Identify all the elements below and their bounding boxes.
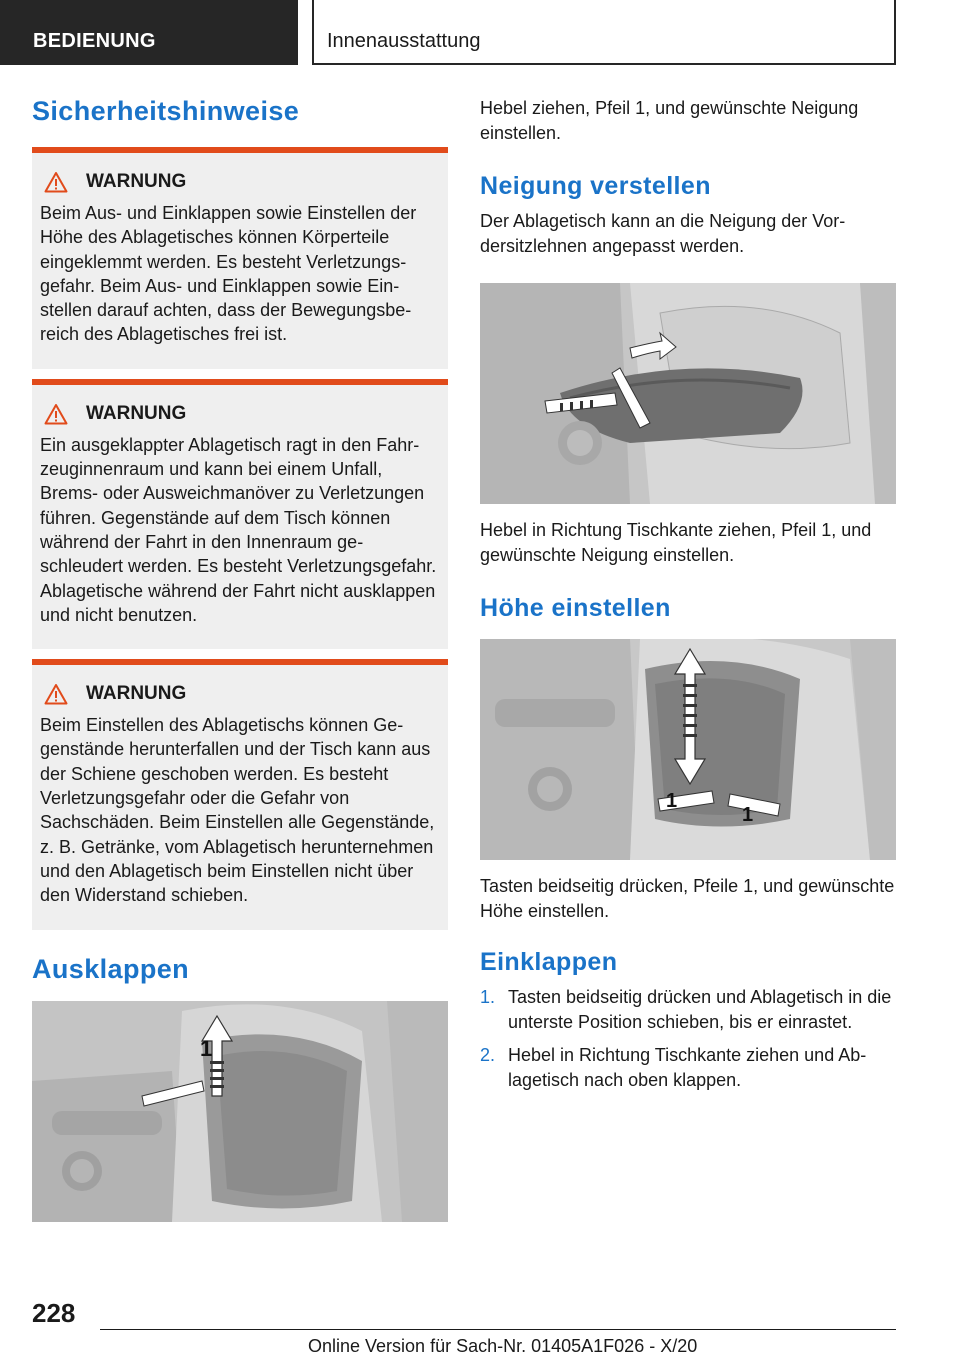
warning-triangle-icon bbox=[44, 403, 68, 425]
warning-box bbox=[32, 379, 448, 649]
step-number: 2. bbox=[480, 1045, 496, 1065]
einklappen-steps bbox=[480, 985, 896, 1093]
figure-label: 1 bbox=[200, 1035, 213, 1061]
chapter-label: BEDIENUNG bbox=[33, 30, 156, 52]
ausklappen-heading: Ausklappen bbox=[32, 953, 190, 984]
warning-label: WARNUNG bbox=[86, 683, 187, 705]
section-label: Innenausstattung bbox=[327, 30, 481, 52]
figure-ausklappen bbox=[32, 1001, 448, 1222]
warning-label: WARNUNG bbox=[86, 402, 187, 424]
warning-triangle-icon bbox=[44, 171, 68, 193]
warning-text: Beim Aus- und Einklappen sowie Einstellen der Höhe des Ablagetisches können Körperteile eingeklemmt werden. Es besteht Verletzungsgefahr. Beim Aus- und Einklappen sowie Einstellen darauf achten, dass der Bewegungsbereich des Ablagetisches frei ist. bbox=[40, 203, 417, 345]
safety-heading: Sicherheitshinweise bbox=[32, 96, 300, 126]
warning-box bbox=[32, 147, 448, 369]
footer-divider bbox=[100, 1329, 896, 1330]
illustration-tilt bbox=[480, 283, 896, 504]
page-number: 228 bbox=[32, 1298, 76, 1328]
chapter-tab bbox=[0, 0, 298, 65]
illustration-height bbox=[480, 639, 896, 860]
step-text: Tasten beidseitig drücken und Ablagetisch in die unterste Position schieben, bis er einrastet. bbox=[508, 987, 892, 1032]
einklappen-heading: Einklappen bbox=[480, 948, 618, 976]
figure-label: 1 bbox=[666, 790, 678, 812]
neigung-text: Der Ablagetisch kann an die Neigung der Vordersitzlehnen angepasst werden. bbox=[480, 211, 846, 256]
online-version-note: Online Version für Sach-Nr. 01405A1F026 - X/20 bbox=[308, 1336, 698, 1356]
step-text: Hebel in Richtung Tischkante ziehen und Ablagetisch nach oben klappen. bbox=[508, 1045, 867, 1090]
warning-title bbox=[44, 683, 438, 705]
warning-title bbox=[44, 403, 438, 425]
warning-label: WARNUNG bbox=[86, 171, 187, 192]
list-item bbox=[480, 985, 896, 1035]
hoehe-heading: Höhe einstellen bbox=[480, 594, 671, 622]
warning-text: Beim Einstellen des Ablagetischs können Gegenstände herunterfallen und der Tisch kann aus der Schiene geschoben werden. Es besteht Verletzungsgefahr oder die Gefahr von Sachschäden. Beim Einstellen alle Gegenstände, z. B. Getränke, vom Ablagetisch herunternehmen und den Ablagetisch beim Einstellen nicht über den Widerstand schieben. bbox=[40, 715, 435, 906]
warning-box bbox=[32, 659, 448, 929]
illustration-fold-out bbox=[32, 1001, 448, 1222]
warning-text: Ein ausgeklappter Ablagetisch ragt in den Fahrzeuginnenraum und kann bei einem Unfall, Brems- oder Ausweichmanöver zu Verletzungen führen. Gegenstände auf dem Tisch können während der Fahrt in den Innenraum geschleudert werden. Es besteht Verletzungsgefahr. Ablagetische während der Fahrt nicht ausklappen und nicht benutzen. bbox=[40, 434, 437, 625]
section-header bbox=[312, 0, 896, 65]
neigung-caption: Hebel in Richtung Tischkante ziehen, Pfeil 1, und gewünschte Neigung einstellen. bbox=[480, 520, 872, 565]
right-column bbox=[480, 96, 896, 1093]
figure-neigung bbox=[480, 283, 896, 504]
warning-triangle-icon bbox=[44, 683, 68, 705]
left-column bbox=[32, 96, 448, 1222]
hoehe-caption: Tasten beidseitig drücken, Pfeile 1, und gewünschte Höhe einstellen. bbox=[480, 876, 895, 921]
figure-label: 1 bbox=[742, 804, 754, 826]
warning-title bbox=[44, 171, 438, 193]
list-item bbox=[480, 1043, 896, 1093]
neigung-heading: Neigung verstellen bbox=[480, 172, 711, 200]
step-number: 1. bbox=[480, 987, 496, 1007]
intro-paragraph: Hebel ziehen, Pfeil 1, und gewünschte Neigung einstellen. bbox=[480, 98, 859, 143]
figure-hoehe bbox=[480, 639, 896, 860]
